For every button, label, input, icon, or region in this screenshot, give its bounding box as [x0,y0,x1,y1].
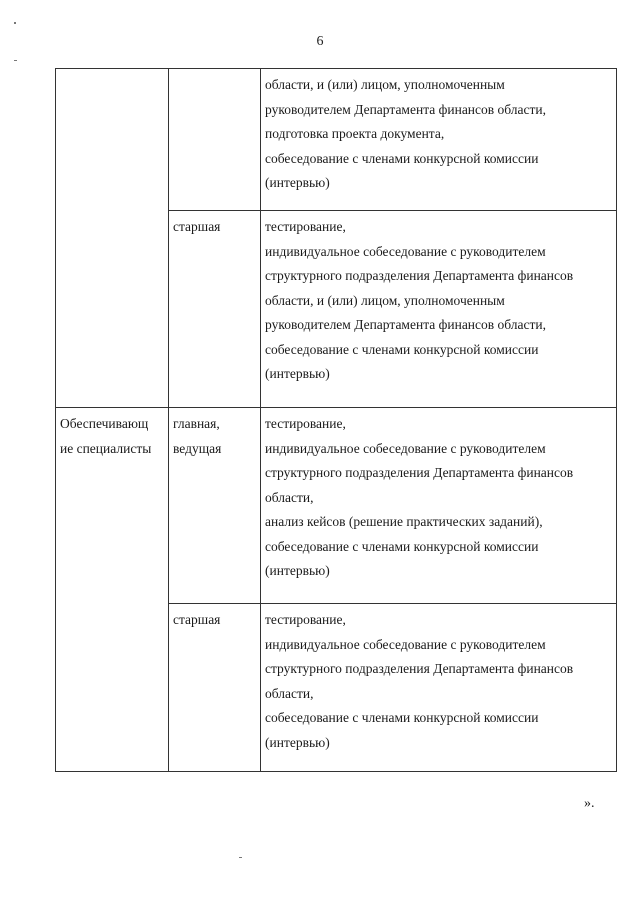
method-line: (интервью) [265,563,330,578]
level-label: старшая [173,612,221,627]
level-cell [169,604,261,772]
method-line: индивидуальное собеседование с руководителем [265,243,546,259]
level-cell [169,408,261,604]
method-line: (интервью) [265,175,330,190]
method-line: собеседование с членами конкурсной комиссии [265,538,539,554]
requirements-table [55,68,617,772]
group-cell [56,69,169,408]
method-line: руководителем Департамента финансов области, [265,317,547,332]
table-row [56,408,617,604]
method-line: руководителем Департамента финансов области, [265,101,547,117]
group-cell [56,408,169,772]
method-line: области, и (или) лицом, уполномоченным [265,77,505,92]
scan-speck [14,22,16,24]
method-line: индивидуальное собеседование с руководителем [265,440,546,456]
scan-speck [239,857,242,858]
page-number: 6 [316,34,324,49]
method-line: области, [265,685,314,701]
method-line: (интервью) [265,734,330,750]
level-label: старшая [173,219,221,234]
method-line: анализ кейсов (решение практических заданий), [265,514,543,529]
level-cell [169,69,261,211]
method-line: области, и (или) лицом, уполномоченным [265,292,505,308]
method-line: области, [265,489,314,505]
methods-cell [261,69,617,211]
level-cell [169,211,261,408]
method-line: структурного подразделения Департамента финансов [265,661,574,676]
method-line: тестирование, [265,416,346,431]
methods-cell [261,408,617,604]
closing-quote-mark: ». [584,796,595,811]
method-line: подготовка проекта документа, [265,126,445,141]
method-line: (интервью) [265,366,330,381]
method-line: тестирование, [265,219,346,234]
group-label: ие специалисты [60,440,152,456]
level-label: главная, [173,416,220,431]
method-line: индивидуальное собеседование с руководителем [265,636,546,652]
methods-cell [261,211,617,408]
method-line: структурного подразделения Департамента финансов [265,268,574,283]
method-line: собеседование с членами конкурсной комиссии [265,710,539,725]
method-line: собеседование с членами конкурсной комиссии [265,341,539,357]
level-label: ведущая [173,440,222,456]
method-line: собеседование с членами конкурсной комиссии [265,150,539,166]
group-label: Обеспечивающ [60,416,149,431]
methods-cell [261,604,617,772]
scan-speck [14,60,17,61]
method-line: структурного подразделения Департамента финансов [265,465,574,480]
table-row [56,69,617,211]
method-line: тестирование, [265,612,346,627]
